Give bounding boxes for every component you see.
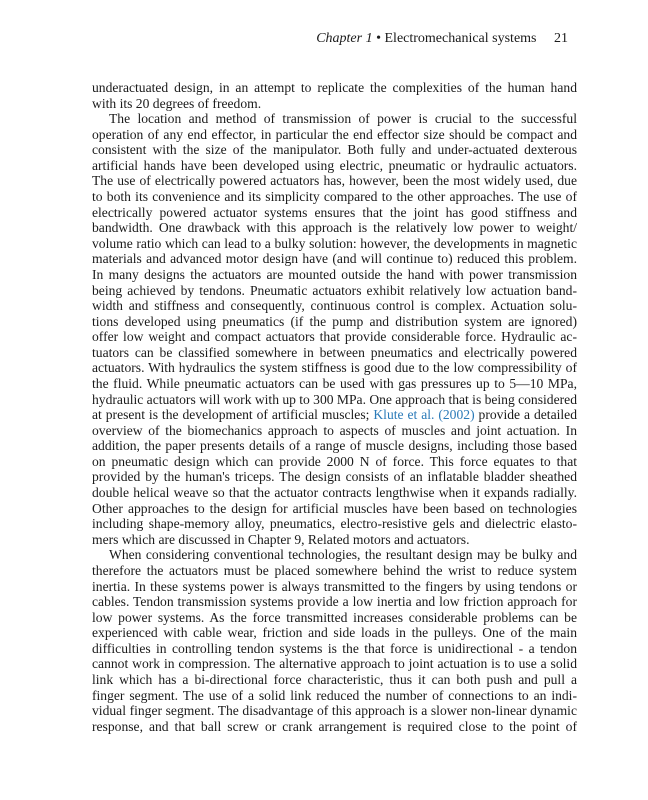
paragraph xyxy=(92,80,577,111)
text-line: difficulties in controlling tendon systems is the that force is unidirectional - a tendon xyxy=(92,640,577,656)
body-text xyxy=(92,80,577,734)
text-line: response, and that ball screw or crank arrangement is required close to the point of xyxy=(92,718,577,734)
text-line: The use of electrically powered actuators has, however, been the most widely used, due xyxy=(92,173,577,189)
text-line: operation of any end effector, in particular the end effector size should be compact and xyxy=(92,126,577,142)
text-line: tuators can be classified somewhere in between pneumatics and electrically powered xyxy=(92,344,577,360)
text-line: materials and advanced motor design have (and will continue to) reduced this problem. xyxy=(92,251,577,267)
text-line: finger segment. The use of a solid link reduced the number of connections to an indi- xyxy=(92,687,577,703)
text-line: inertia. In these systems power is always transmitted to the fingers by using tendons or xyxy=(92,578,577,594)
text-line: underactuated design, in an attempt to replicate the complexities of the human hand xyxy=(92,80,577,95)
text-segment: at present is the development of artificial muscles; xyxy=(92,407,374,423)
text-line: experienced with cable wear, friction and side loads in the pulleys. One of the main xyxy=(92,625,577,641)
text-line: bandwidth. One drawback with this approach is the relatively low power to weight/ xyxy=(92,220,577,236)
text-line: low power systems. As the force transmitted increases considerable problems can be xyxy=(92,609,577,625)
text-line: being achieved by tendons. Pneumatic actuators exhibit relatively low actuation band- xyxy=(92,282,577,298)
text-line: provided by the human's triceps. The design consists of an inflatable bladder sheathed xyxy=(92,469,577,485)
text-line: to both its convenience and its simplicity compared to the other approaches. The use of xyxy=(92,189,577,205)
paragraph xyxy=(92,547,577,734)
bullet-separator: • xyxy=(376,31,381,46)
text-line: mers which are discussed in Chapter 9, Related motors and actuators. xyxy=(92,531,470,547)
text-line: tions developed using pneumatics (if the pump and distribution system are ignored) xyxy=(92,313,577,329)
text-line: hydraulic actuators will work with up to 300 MPa. One approach that is being considered xyxy=(92,391,577,407)
text-line: therefore the actuators must be placed somewhere behind the wrist to reduce system xyxy=(92,562,577,578)
text-line: The location and method of transmission of power is crucial to the successful xyxy=(109,111,577,127)
text-segment: provide a detailed xyxy=(474,407,577,423)
text-line: Other approaches to the design for artificial muscles have been based on technologies xyxy=(92,500,577,516)
page-number: 21 xyxy=(554,31,568,46)
text-line: the fluid. While pneumatic actuators can be used with gas pressures up to 5—10 MPa, xyxy=(92,375,577,391)
text-line: with its 20 degrees of freedom. xyxy=(92,95,262,111)
text-line xyxy=(92,407,577,423)
text-line: on pneumatic design which can provide 2000 N of force. This force equates to that xyxy=(92,453,577,469)
text-line: cannot work in compression. The alternative approach to joint actuation is to use a solid xyxy=(92,656,577,672)
text-line: artificial hands have been developed using electric, pneumatic or hydraulic actuators. xyxy=(92,157,577,173)
text-line: including shape-memory alloy, pneumatics, electro-resistive gels and dielectric elasto- xyxy=(92,516,577,532)
text-line: offer low weight and compact actuators that provide considerable force. Hydraulic ac- xyxy=(92,329,577,345)
section-title: Electromechanical systems xyxy=(384,31,537,46)
text-line: When considering conventional technologies, the resultant design may be bulky and xyxy=(109,547,577,563)
text-line: actuators. With hydraulics the system stiffness is good due to the low compressibility of xyxy=(92,360,577,376)
text-line: overview of the biomechanics approach to aspects of muscles and joint actuation. In xyxy=(92,422,577,438)
text-line: cables. Tendon transmission systems provide a low inertia and low friction approach for xyxy=(92,594,577,610)
text-line: electrically powered actuator systems ensures that the joint has good stiffness and xyxy=(92,204,577,220)
text-line: vidual finger segment. The disadvantage of this approach is a slower non-linear dynamic xyxy=(92,703,577,719)
citation-link-klute-2002[interactable]: Klute et al. (2002) xyxy=(373,407,475,423)
text-line: volume ratio which can lead to a bulky solution: however, the developments in magnetic xyxy=(92,235,577,251)
text-line: consistent with the size of the manipulator. Both fully and under-actuated dexterous xyxy=(92,142,577,158)
paragraph xyxy=(92,111,577,547)
text-line: In many designs the actuators are mounted outside the hand with power transmission xyxy=(92,266,577,282)
text-line: width and stiffness and consequently, continuous control is complex. Actuation solu- xyxy=(92,298,577,314)
chapter-label: Chapter 1 xyxy=(316,31,373,46)
text-line: double helical weave so that the actuator contracts lengthwise when it expands radially. xyxy=(92,485,577,501)
running-header xyxy=(316,31,568,47)
text-line: addition, the paper presents details of a range of muscle designs, including those based xyxy=(92,438,577,454)
text-line: link which has a bi-directional force characteristic, thus it can both push and pull a xyxy=(92,671,577,687)
